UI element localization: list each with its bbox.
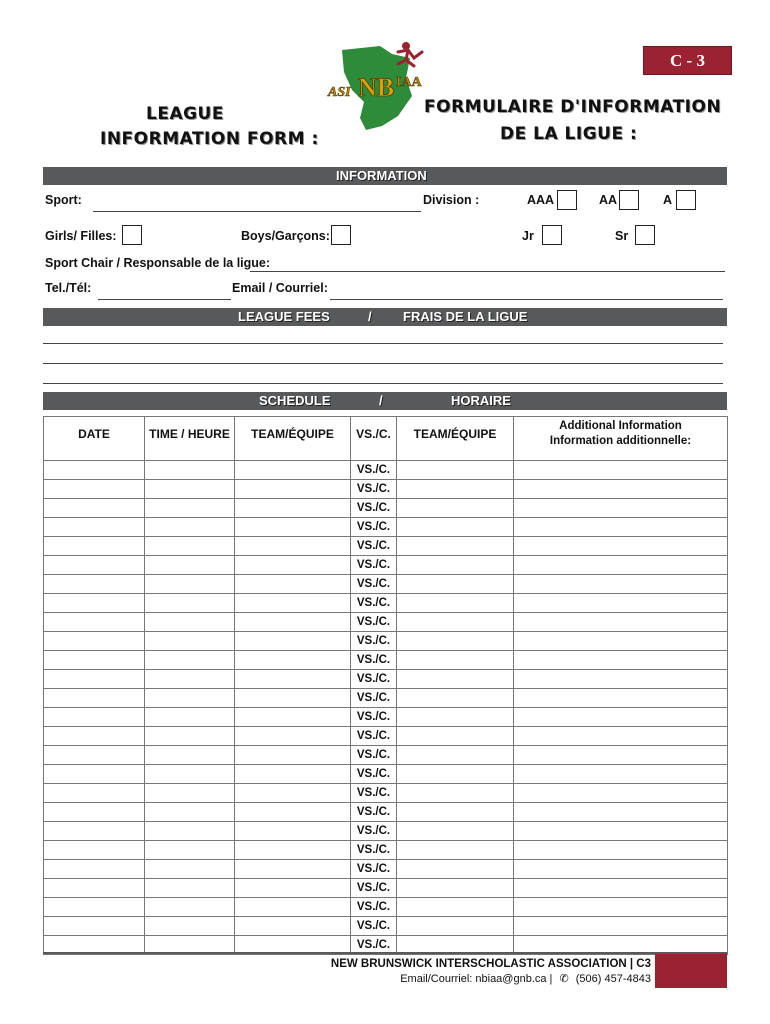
- cell-date[interactable]: [44, 480, 145, 499]
- footer-phone: (506) 457-4843: [575, 973, 651, 985]
- league-fees-label-en: LEAGUE FEES: [238, 309, 330, 324]
- table-row: [44, 594, 728, 613]
- cell-team2[interactable]: [397, 651, 514, 670]
- cell-vs: VS./C.: [351, 632, 397, 651]
- cell-time[interactable]: [145, 651, 235, 670]
- cell-vs: VS./C.: [351, 936, 397, 955]
- cell-additional-info[interactable]: [514, 841, 728, 860]
- cell-date[interactable]: [44, 537, 145, 556]
- cell-time[interactable]: [145, 556, 235, 575]
- cell-date[interactable]: [44, 670, 145, 689]
- table-row: [44, 917, 728, 936]
- schedule-table: [43, 416, 728, 955]
- table-row: [44, 537, 728, 556]
- cell-date[interactable]: [44, 632, 145, 651]
- cell-team2[interactable]: [397, 556, 514, 575]
- schedule-label-fr: HORAIRE: [451, 393, 511, 408]
- cell-vs: VS./C.: [351, 708, 397, 727]
- cell-additional-info[interactable]: [514, 879, 728, 898]
- division-label: Division :: [423, 193, 480, 207]
- cell-time[interactable]: [145, 461, 235, 480]
- cell-vs: VS./C.: [351, 594, 397, 613]
- cell-team1[interactable]: [235, 651, 351, 670]
- cell-team1[interactable]: [235, 499, 351, 518]
- tel-label: Tel./Tél:: [45, 281, 92, 295]
- cell-time[interactable]: [145, 898, 235, 917]
- table-row: [44, 746, 728, 765]
- logo-text-asi: ASI: [328, 85, 351, 100]
- cell-vs: VS./C.: [351, 670, 397, 689]
- cell-time[interactable]: [145, 784, 235, 803]
- cell-team1[interactable]: [235, 594, 351, 613]
- cell-time[interactable]: [145, 917, 235, 936]
- cell-team1[interactable]: [235, 670, 351, 689]
- cell-additional-info[interactable]: [514, 461, 728, 480]
- cell-vs: VS./C.: [351, 461, 397, 480]
- col-header-date: DATE: [44, 417, 145, 461]
- cell-team1[interactable]: [235, 860, 351, 879]
- cell-date[interactable]: [44, 803, 145, 822]
- cell-time[interactable]: [145, 480, 235, 499]
- cell-team2[interactable]: [397, 784, 514, 803]
- cell-date[interactable]: [44, 499, 145, 518]
- cell-time[interactable]: [145, 822, 235, 841]
- cell-time[interactable]: [145, 575, 235, 594]
- fee-line[interactable]: [43, 363, 723, 364]
- col-header-time: TIME / HEURE: [145, 417, 235, 461]
- cell-team2[interactable]: [397, 803, 514, 822]
- cell-date[interactable]: [44, 613, 145, 632]
- cell-date[interactable]: [44, 461, 145, 480]
- table-row: [44, 784, 728, 803]
- cell-team1[interactable]: [235, 461, 351, 480]
- cell-additional-info[interactable]: [514, 689, 728, 708]
- cell-vs: VS./C.: [351, 499, 397, 518]
- cell-vs: VS./C.: [351, 784, 397, 803]
- footer-divider: [43, 952, 727, 954]
- cell-date[interactable]: [44, 727, 145, 746]
- footer-email: Email/Courriel: nbiaa@gnb.ca |: [400, 973, 553, 985]
- col-header-additional-info-en: Additional Information: [559, 420, 682, 432]
- footer-accent-box: [655, 954, 727, 988]
- footer-contact: [400, 972, 651, 985]
- cell-time[interactable]: [145, 803, 235, 822]
- a-checkbox[interactable]: [676, 190, 696, 210]
- cell-time[interactable]: [145, 670, 235, 689]
- cell-team1[interactable]: [235, 689, 351, 708]
- sr-label: Sr: [615, 229, 629, 243]
- title-en-line1: LEAGUE: [146, 104, 224, 124]
- league-fees-separator: /: [368, 309, 372, 324]
- cell-vs: VS./C.: [351, 727, 397, 746]
- cell-date[interactable]: [44, 917, 145, 936]
- cell-team2[interactable]: [397, 689, 514, 708]
- sr-checkbox[interactable]: [635, 225, 655, 245]
- cell-time[interactable]: [145, 841, 235, 860]
- cell-additional-info[interactable]: [514, 499, 728, 518]
- cell-team1[interactable]: [235, 822, 351, 841]
- cell-date[interactable]: [44, 556, 145, 575]
- cell-additional-info[interactable]: [514, 594, 728, 613]
- cell-additional-info[interactable]: [514, 898, 728, 917]
- information-band: [43, 167, 727, 185]
- cell-team1[interactable]: [235, 518, 351, 537]
- cell-team2[interactable]: [397, 898, 514, 917]
- cell-vs: VS./C.: [351, 480, 397, 499]
- cell-date[interactable]: [44, 651, 145, 670]
- cell-vs: VS./C.: [351, 841, 397, 860]
- cell-vs: VS./C.: [351, 765, 397, 784]
- cell-time[interactable]: [145, 632, 235, 651]
- footer-org-name: NEW BRUNSWICK INTERSCHOLASTIC ASSOCIATION | C3: [330, 958, 651, 970]
- logo-text-nb: NB: [358, 73, 395, 102]
- title-en-line2: INFORMATION FORM :: [100, 129, 319, 149]
- boys-checkbox[interactable]: [331, 225, 351, 245]
- cell-time[interactable]: [145, 860, 235, 879]
- aaa-label: AAA: [527, 193, 555, 207]
- table-row: [44, 898, 728, 917]
- sport-chair-field[interactable]: [250, 271, 725, 272]
- information-band-label: INFORMATION: [336, 168, 427, 183]
- cell-team2[interactable]: [397, 518, 514, 537]
- cell-additional-info[interactable]: [514, 556, 728, 575]
- cell-date[interactable]: [44, 746, 145, 765]
- cell-time[interactable]: [145, 727, 235, 746]
- cell-date[interactable]: [44, 594, 145, 613]
- cell-vs: VS./C.: [351, 575, 397, 594]
- cell-time[interactable]: [145, 746, 235, 765]
- fee-line[interactable]: [43, 343, 723, 344]
- fee-line[interactable]: [43, 383, 723, 384]
- cell-team2[interactable]: [397, 499, 514, 518]
- cell-team2[interactable]: [397, 613, 514, 632]
- cell-vs: VS./C.: [351, 917, 397, 936]
- cell-team1[interactable]: [235, 727, 351, 746]
- table-row: [44, 518, 728, 537]
- cell-team2[interactable]: [397, 841, 514, 860]
- cell-additional-info[interactable]: [514, 822, 728, 841]
- cell-additional-info[interactable]: [514, 651, 728, 670]
- table-row: [44, 879, 728, 898]
- cell-vs: VS./C.: [351, 556, 397, 575]
- cell-vs: VS./C.: [351, 879, 397, 898]
- jr-checkbox[interactable]: [542, 225, 562, 245]
- cell-team1[interactable]: [235, 765, 351, 784]
- cell-team2[interactable]: [397, 461, 514, 480]
- schedule-separator: /: [379, 393, 383, 408]
- cell-date[interactable]: [44, 841, 145, 860]
- schedule-band: [43, 392, 727, 410]
- cell-date[interactable]: [44, 879, 145, 898]
- cell-vs: VS./C.: [351, 613, 397, 632]
- cell-additional-info[interactable]: [514, 575, 728, 594]
- cell-vs: VS./C.: [351, 651, 397, 670]
- cell-team1[interactable]: [235, 746, 351, 765]
- cell-time[interactable]: [145, 537, 235, 556]
- cell-additional-info[interactable]: [514, 860, 728, 879]
- cell-time[interactable]: [145, 765, 235, 784]
- aa-label: AA: [599, 193, 618, 207]
- cell-team1[interactable]: [235, 917, 351, 936]
- table-row: [44, 499, 728, 518]
- girls-checkbox[interactable]: [122, 225, 142, 245]
- cell-date[interactable]: [44, 784, 145, 803]
- sport-field[interactable]: [93, 211, 421, 212]
- aa-checkbox[interactable]: [619, 190, 639, 210]
- email-field[interactable]: [330, 299, 723, 300]
- cell-team1[interactable]: [235, 841, 351, 860]
- cell-team2[interactable]: [397, 670, 514, 689]
- cell-team1[interactable]: [235, 613, 351, 632]
- league-fees-band: [43, 308, 727, 326]
- cell-team1[interactable]: [235, 480, 351, 499]
- col-header-additional-info-fr: Information additionnelle:: [549, 435, 692, 447]
- cell-additional-info[interactable]: [514, 746, 728, 765]
- table-row: [44, 651, 728, 670]
- cell-vs: VS./C.: [351, 746, 397, 765]
- boys-label: Boys/Garçons:: [241, 229, 330, 243]
- cell-vs: VS./C.: [351, 898, 397, 917]
- cell-team2[interactable]: [397, 879, 514, 898]
- phone-icon: ✆: [559, 973, 569, 985]
- cell-team1[interactable]: [235, 898, 351, 917]
- col-header-additional-info: [514, 417, 728, 461]
- cell-team1[interactable]: [235, 879, 351, 898]
- cell-additional-info[interactable]: [514, 803, 728, 822]
- cell-team2[interactable]: [397, 480, 514, 499]
- cell-team1[interactable]: [235, 784, 351, 803]
- table-row: [44, 632, 728, 651]
- girls-label: Girls/ Filles:: [45, 229, 117, 243]
- cell-team2[interactable]: [397, 708, 514, 727]
- cell-time[interactable]: [145, 708, 235, 727]
- email-label: Email / Courriel:: [232, 281, 328, 295]
- cell-time[interactable]: [145, 879, 235, 898]
- cell-team2[interactable]: [397, 860, 514, 879]
- cell-vs: VS./C.: [351, 518, 397, 537]
- cell-team1[interactable]: [235, 556, 351, 575]
- cell-additional-info[interactable]: [514, 708, 728, 727]
- league-fees-label-fr: FRAIS DE LA LIGUE: [403, 309, 528, 324]
- cell-additional-info[interactable]: [514, 480, 728, 499]
- cell-date[interactable]: [44, 765, 145, 784]
- title-fr-line2: DE LA LIGUE :: [500, 124, 638, 144]
- schedule-header-row: [44, 417, 728, 461]
- cell-team2[interactable]: [397, 632, 514, 651]
- cell-date[interactable]: [44, 708, 145, 727]
- cell-additional-info[interactable]: [514, 727, 728, 746]
- cell-team2[interactable]: [397, 594, 514, 613]
- cell-vs: VS./C.: [351, 860, 397, 879]
- a-label: A: [663, 193, 673, 207]
- table-row: [44, 822, 728, 841]
- table-row: [44, 860, 728, 879]
- cell-additional-info[interactable]: [514, 784, 728, 803]
- cell-team2[interactable]: [397, 917, 514, 936]
- tel-field[interactable]: [98, 299, 231, 300]
- cell-team1[interactable]: [235, 537, 351, 556]
- cell-vs: VS./C.: [351, 803, 397, 822]
- cell-vs: VS./C.: [351, 689, 397, 708]
- table-row: [44, 613, 728, 632]
- cell-team2[interactable]: [397, 765, 514, 784]
- table-row: [44, 765, 728, 784]
- title-fr-line1: FORMULAIRE D'INFORMATION: [424, 97, 722, 117]
- table-row: [44, 841, 728, 860]
- cell-additional-info[interactable]: [514, 613, 728, 632]
- cell-vs: VS./C.: [351, 822, 397, 841]
- jr-label: Jr: [522, 229, 534, 243]
- cell-date[interactable]: [44, 518, 145, 537]
- table-row: [44, 708, 728, 727]
- cell-additional-info[interactable]: [514, 632, 728, 651]
- cell-team2[interactable]: [397, 727, 514, 746]
- col-header-team1: TEAM/ÉQUIPE: [235, 417, 351, 461]
- cell-additional-info[interactable]: [514, 670, 728, 689]
- cell-time[interactable]: [145, 689, 235, 708]
- cell-team1[interactable]: [235, 803, 351, 822]
- col-header-team2: TEAM/ÉQUIPE: [397, 417, 514, 461]
- cell-team2[interactable]: [397, 746, 514, 765]
- col-header-vs: VS./C.: [351, 417, 397, 461]
- aaa-checkbox[interactable]: [557, 190, 577, 210]
- cell-team2[interactable]: [397, 822, 514, 841]
- table-row: [44, 575, 728, 594]
- cell-additional-info[interactable]: [514, 765, 728, 784]
- cell-date[interactable]: [44, 689, 145, 708]
- form-code-badge: C - 3: [643, 46, 732, 75]
- cell-date[interactable]: [44, 822, 145, 841]
- table-row: [44, 803, 728, 822]
- table-row: [44, 556, 728, 575]
- asinbiaa-logo: [322, 38, 434, 133]
- cell-team1[interactable]: [235, 632, 351, 651]
- cell-time[interactable]: [145, 518, 235, 537]
- cell-team1[interactable]: [235, 575, 351, 594]
- sport-label: Sport:: [45, 193, 82, 207]
- cell-time[interactable]: [145, 613, 235, 632]
- cell-team1[interactable]: [235, 708, 351, 727]
- table-row: [44, 727, 728, 746]
- cell-date[interactable]: [44, 860, 145, 879]
- table-row: [44, 480, 728, 499]
- cell-date[interactable]: [44, 575, 145, 594]
- cell-team2[interactable]: [397, 537, 514, 556]
- cell-team2[interactable]: [397, 575, 514, 594]
- cell-vs: VS./C.: [351, 537, 397, 556]
- logo-text-iaa: IAA: [396, 75, 422, 90]
- sport-chair-label: Sport Chair / Responsable de la ligue:: [45, 256, 271, 270]
- schedule-label-en: SCHEDULE: [259, 393, 331, 408]
- cell-time[interactable]: [145, 499, 235, 518]
- cell-additional-info[interactable]: [514, 518, 728, 537]
- cell-date[interactable]: [44, 898, 145, 917]
- cell-additional-info[interactable]: [514, 917, 728, 936]
- table-row: [44, 670, 728, 689]
- cell-additional-info[interactable]: [514, 537, 728, 556]
- table-row: [44, 461, 728, 480]
- table-row: [44, 689, 728, 708]
- cell-time[interactable]: [145, 594, 235, 613]
